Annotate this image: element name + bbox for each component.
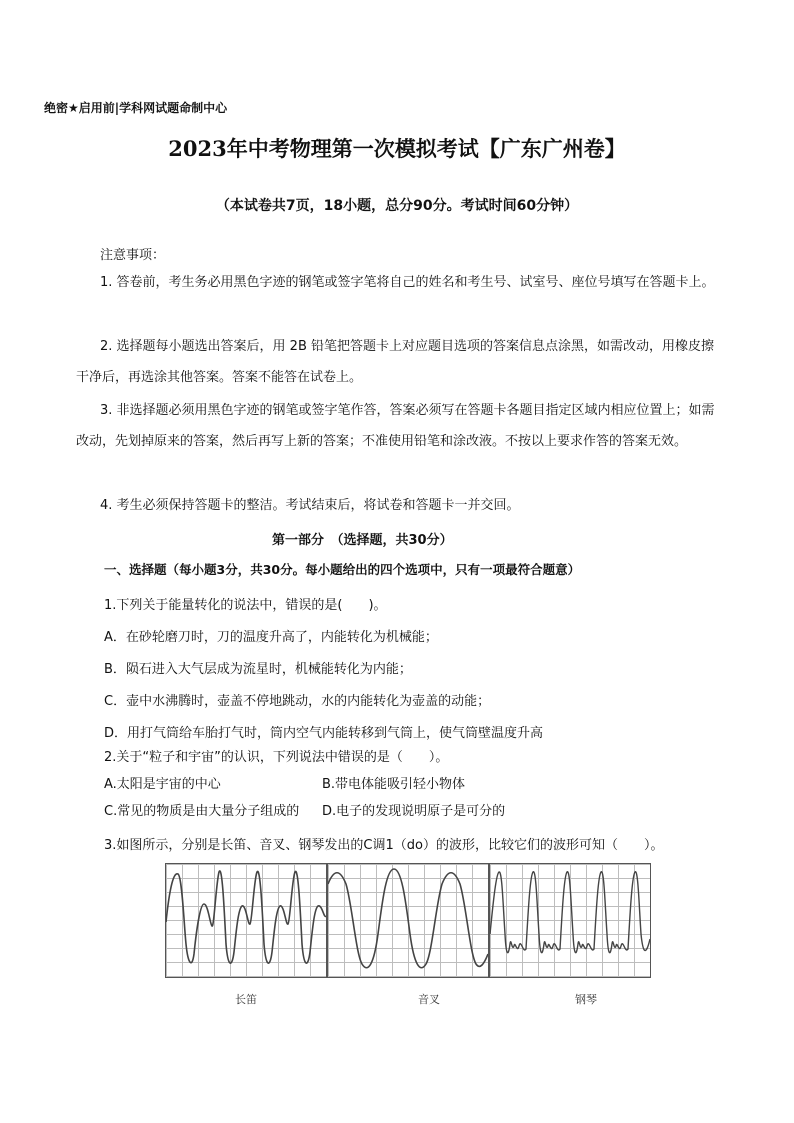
header-note: 绝密★启用前|学科网试题命制中心: [44, 101, 228, 115]
question-2-stem: 2.关于“粒子和宇宙”的认识，下列说法中错误的是（ ）。: [104, 750, 449, 765]
flute-caption: 长笛: [235, 993, 257, 1006]
tuning-fork-caption: 音叉: [418, 993, 440, 1006]
question-3-stem: 3.如图所示，分别是长笛、音叉、钢琴发出的C调1（do）的波形，比较它们的波形可知（ ）。: [104, 838, 664, 853]
question-2-option-b: B.带电体能吸引轻小物体: [322, 777, 466, 792]
piano-waveform: [489, 863, 651, 978]
section-heading: 一、选择题（每小题3分，共30分。每小题给出的四个选项中，只有一项最符合题意）: [104, 562, 581, 577]
notice-item-2: 2. 选择题每小题选出答案后，用 2B 铅笔把答题卡上对应题目选项的答案信息点涂黑，如需改动，用橡皮擦干净后，再选涂其他答案。答案不能答在试卷上。: [76, 339, 714, 385]
question-1-option-a: A．在砂轮磨刀时，刀的温度升高了，内能转化为机械能；: [104, 630, 438, 645]
question-1-option-c: C．壶中水沸腾时，壶盖不停地跳动，水的内能转化为壶盖的动能；: [104, 694, 491, 709]
question-2-option-c: C.常见的物质是由大量分子组成的: [104, 804, 300, 819]
notice-heading: 注意事项：: [100, 248, 166, 263]
question-1-option-b: B．陨石进入大气层成为流星时，机械能转化为内能；: [104, 662, 412, 677]
page-title: 2023年中考物理第一次模拟考试【广东广州卷】: [168, 136, 626, 161]
exam-info: （本试卷共7页，18小题，总分90分。考试时间60分钟）: [215, 198, 579, 214]
notice-item-1: 1. 答卷前，考生务必用黑色字迹的钢笔或签字笔将自己的姓名和考生号、试室号、座位号填写在答题卡上。: [100, 275, 715, 290]
tuning-fork-waveform: [327, 863, 489, 978]
notice-item-4: 4. 考生必须保持答题卡的整洁。考试结束后，将试卷和答题卡一并交回。: [100, 498, 520, 513]
question-2-option-a: A.太阳是宇宙的中心: [104, 777, 221, 792]
part-heading: 第一部分 （选择题，共30分）: [272, 533, 453, 548]
piano-caption: 钢琴: [575, 993, 597, 1006]
notice-item-3: 3. 非选择题必须用黑色字迹的钢笔或签字笔作答，答案必须写在答题卡各题目指定区域内相应位置上；如需改动，先划掉原来的答案，然后再写上新的答案；不准使用铅笔和涂改液。不按以上要求作答的答案无效。: [76, 403, 715, 449]
question-1-option-d: D．用打气筒给车胎打气时，筒内空气内能转移到气筒上，使气筒壁温度升高: [104, 726, 544, 741]
question-2-option-d: D.电子的发现说明原子是可分的: [322, 804, 506, 819]
flute-waveform: [165, 863, 327, 978]
question-1-stem: 1.下列关于能量转化的说法中，错误的是( )。: [104, 598, 387, 613]
